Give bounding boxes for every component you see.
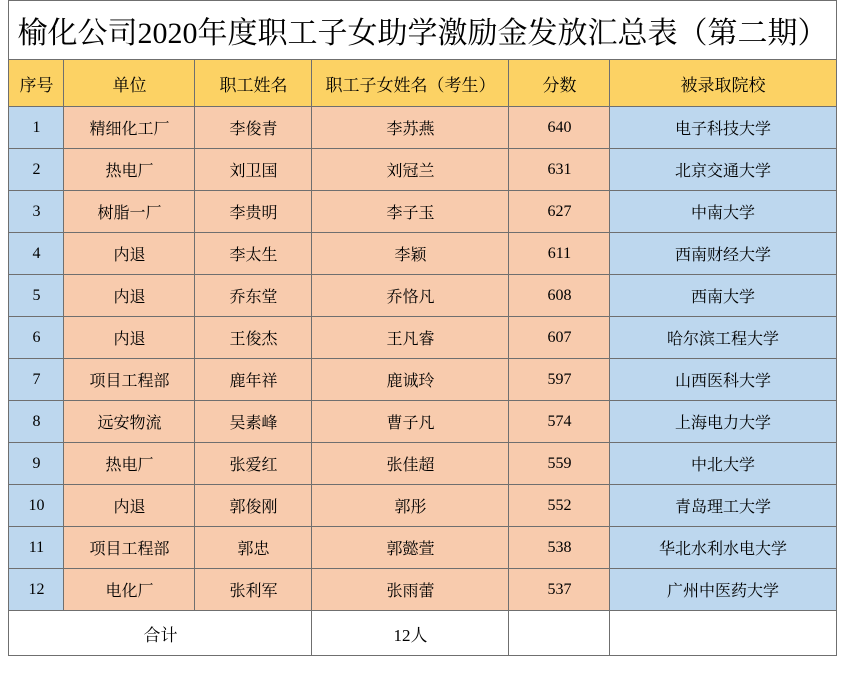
footer-label: 合计 [9,611,312,656]
cell-employee-name: 刘卫国 [195,149,312,191]
cell-score: 627 [509,191,610,233]
table-row [9,527,836,569]
cell-score: 608 [509,275,610,317]
column-header-school: 被录取院校 [610,60,836,107]
cell-score: 559 [509,443,610,485]
cell-employee-name: 郭忠 [195,527,312,569]
cell-unit: 项目工程部 [64,527,195,569]
cell-child-name: 张佳超 [312,443,509,485]
cell-child-name: 李颖 [312,233,509,275]
table-row [9,149,836,191]
cell-index: 8 [9,401,64,443]
cell-employee-name: 吴素峰 [195,401,312,443]
cell-child-name: 曹子凡 [312,401,509,443]
cell-score: 640 [509,107,610,149]
cell-school: 中南大学 [610,191,836,233]
cell-school: 西南大学 [610,275,836,317]
cell-child-name: 鹿诚玲 [312,359,509,401]
cell-score: 597 [509,359,610,401]
header-row [9,60,836,107]
cell-index: 11 [9,527,64,569]
cell-employee-name: 鹿年祥 [195,359,312,401]
cell-child-name: 李子玉 [312,191,509,233]
cell-school: 电子科技大学 [610,107,836,149]
cell-child-name: 刘冠兰 [312,149,509,191]
cell-index: 9 [9,443,64,485]
cell-index: 3 [9,191,64,233]
cell-unit: 精细化工厂 [64,107,195,149]
cell-employee-name: 李贵明 [195,191,312,233]
cell-school: 北京交通大学 [610,149,836,191]
cell-employee-name: 王俊杰 [195,317,312,359]
cell-unit: 内退 [64,317,195,359]
table-row [9,317,836,359]
cell-index: 6 [9,317,64,359]
cell-score: 537 [509,569,610,611]
table-row [9,401,836,443]
cell-child-name: 王凡睿 [312,317,509,359]
table-row [9,569,836,611]
cell-school: 山西医科大学 [610,359,836,401]
cell-index: 4 [9,233,64,275]
cell-unit: 内退 [64,275,195,317]
table-row [9,233,836,275]
summary-table [8,0,836,656]
column-header-index: 序号 [9,60,64,107]
cell-child-name: 乔恪凡 [312,275,509,317]
cell-score: 611 [509,233,610,275]
cell-score: 607 [509,317,610,359]
footer-blank-school [610,611,836,656]
cell-index: 1 [9,107,64,149]
cell-index: 7 [9,359,64,401]
cell-unit: 远安物流 [64,401,195,443]
table-row [9,485,836,527]
cell-unit: 项目工程部 [64,359,195,401]
footer-total: 12人 [312,611,509,656]
cell-school: 中北大学 [610,443,836,485]
cell-child-name: 郭懿萱 [312,527,509,569]
cell-index: 10 [9,485,64,527]
cell-unit: 内退 [64,233,195,275]
cell-school: 上海电力大学 [610,401,836,443]
document-title: 榆化公司2020年度职工子女助学激励金发放汇总表（第二期） [9,1,836,60]
cell-index: 5 [9,275,64,317]
cell-score: 631 [509,149,610,191]
cell-school: 西南财经大学 [610,233,836,275]
title-row [9,1,836,60]
cell-index: 12 [9,569,64,611]
column-header-employee-name: 职工姓名 [195,60,312,107]
table-row [9,191,836,233]
table-row [9,275,836,317]
column-header-unit: 单位 [64,60,195,107]
column-header-score: 分数 [509,60,610,107]
column-header-child-name: 职工子女姓名（考生） [312,60,509,107]
cell-unit: 热电厂 [64,443,195,485]
cell-school: 广州中医药大学 [610,569,836,611]
cell-employee-name: 张爱红 [195,443,312,485]
cell-employee-name: 乔东堂 [195,275,312,317]
cell-score: 538 [509,527,610,569]
cell-score: 552 [509,485,610,527]
cell-employee-name: 张利军 [195,569,312,611]
table-row [9,443,836,485]
cell-unit: 热电厂 [64,149,195,191]
footer-blank-score [509,611,610,656]
table-row [9,359,836,401]
footer-row [9,611,836,656]
cell-employee-name: 李俊青 [195,107,312,149]
cell-school: 华北水利水电大学 [610,527,836,569]
cell-unit: 树脂一厂 [64,191,195,233]
cell-child-name: 李苏燕 [312,107,509,149]
cell-employee-name: 郭俊刚 [195,485,312,527]
cell-employee-name: 李太生 [195,233,312,275]
cell-school: 青岛理工大学 [610,485,836,527]
cell-unit: 电化厂 [64,569,195,611]
cell-unit: 内退 [64,485,195,527]
cell-index: 2 [9,149,64,191]
cell-child-name: 张雨蕾 [312,569,509,611]
table-row [9,107,836,149]
cell-child-name: 郭彤 [312,485,509,527]
cell-school: 哈尔滨工程大学 [610,317,836,359]
cell-score: 574 [509,401,610,443]
